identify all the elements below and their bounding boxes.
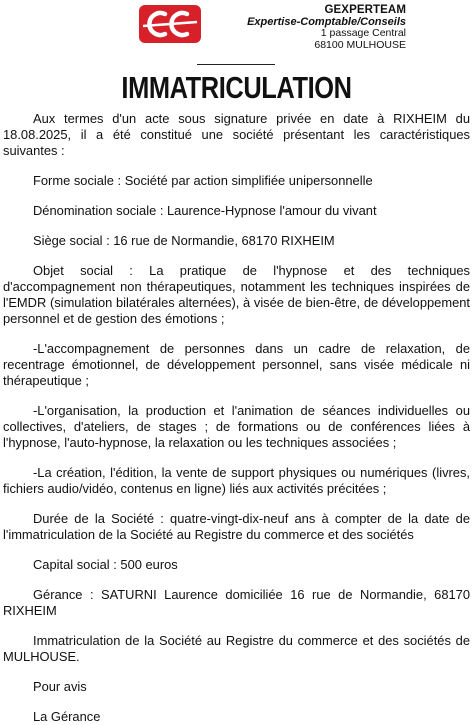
header-divider	[197, 64, 275, 65]
gexperteam-logo-icon	[139, 5, 201, 43]
paragraph-creation: -La création, l'édition, la vente de support physiques ou numériques (livres, fichiers audio/vidéo, contenus en ligne) liés aux activités précitées ;	[3, 465, 470, 496]
page-title: IMMATRICULATION	[121, 70, 352, 105]
paragraph-immatriculation: Immatriculation de la Société au Registre du commerce et des sociétés de MULHOUSE.	[3, 633, 470, 664]
company-name: GEXPERTEAM	[324, 4, 406, 16]
paragraph-siege-social: Siège social : 16 rue de Normandie, 68170 RIXHEIM	[33, 233, 335, 248]
paragraph-organisation: -L'organisation, la production et l'animation de séances individuelles ou collectives, d'ateliers, de stages ; de formations ou de conférences liées à l'hypnose, l'auto-hypnose, la relaxation ou les techniques associées ;	[3, 403, 470, 450]
company-address-line1: 1 passage Central	[320, 27, 406, 39]
paragraph-capital: Capital social : 500 euros	[33, 557, 178, 572]
paragraph-denomination: Dénomination sociale : Laurence-Hypnose l'amour du vivant	[33, 203, 377, 218]
company-block	[206, 5, 406, 51]
company-subtitle: Expertise-Comptable/Conseils	[247, 15, 406, 28]
paragraph-pour-avis: Pour avis	[33, 679, 87, 694]
letterhead	[0, 0, 473, 56]
paragraph-accompagnement: -L'accompagnement de personnes dans un cadre de relaxation, de recentrage émotionnel, de développement personnel, sans visée médicale ni thérapeutique ;	[3, 341, 470, 388]
paragraph-duree: Durée de la Société : quatre-vingt-dix-neuf ans à compter de la date de l'immatriculation de la Société au Registre du commerce et des sociétés	[3, 511, 470, 542]
paragraph-gerance: Gérance : SATURNI Laurence domiciliée 16 rue de Normandie, 68170 RIXHEIM	[3, 587, 470, 618]
paragraph-intro: Aux termes d'un acte sous signature privée en date à RIXHEIM du 18.08.2025, il a été constitué une société présentant les caractéristiques suivantes :	[3, 111, 470, 158]
paragraph-signature: La Gérance	[33, 709, 101, 724]
paragraph-forme-sociale: Forme sociale : Société par action simplifiée unipersonnelle	[33, 173, 373, 188]
company-address-line2: 68100 MULHOUSE	[314, 38, 406, 51]
notice-body	[3, 111, 470, 725]
paragraph-objet-social: Objet social : La pratique de l'hypnose et des techniques d'accompagnement non thérapeutiques, notamment les techniques inspirées de l'EMDR (simulation bilatérales alternées), à visée de bien-être, de développement personnel et de gestion des émotions ;	[3, 263, 470, 326]
